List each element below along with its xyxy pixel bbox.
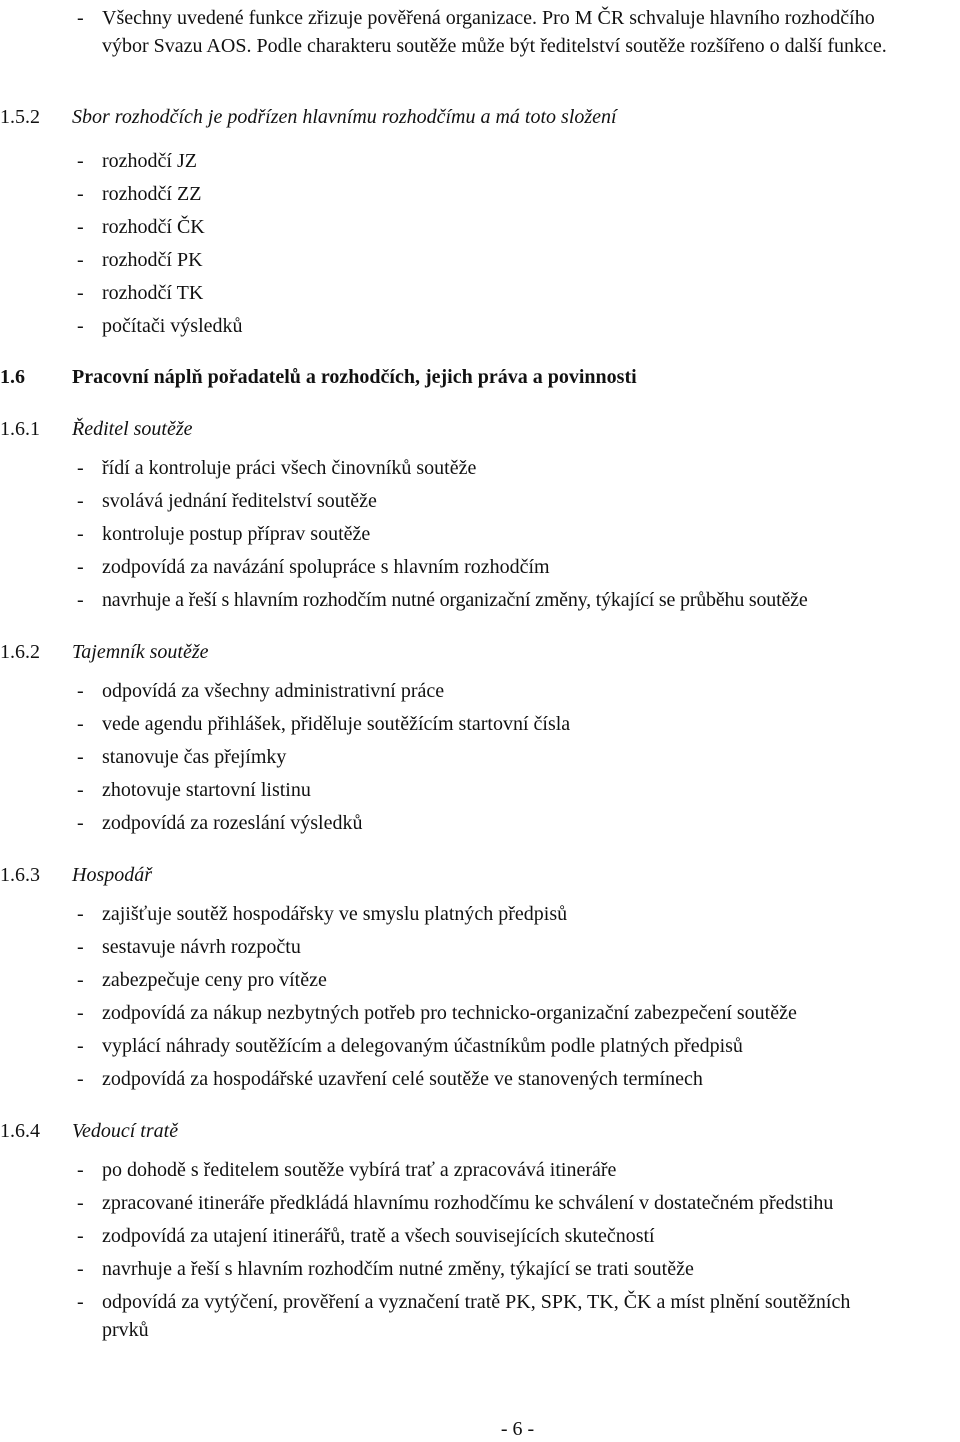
list-item: - zajišťuje soutěž hospodářsky ve smyslu platných předpisů [0, 898, 960, 931]
list-item: - odpovídá za vytýčení, prověření a vyznačení tratě PK, SPK, TK, ČK a míst plnění soutěžních prvků [0, 1286, 960, 1344]
section-number: 1.6.3 [0, 864, 40, 886]
bullet-dash: - [77, 713, 84, 735]
bullet-dash: - [77, 1225, 84, 1247]
bullet-dash: - [77, 315, 84, 337]
list-item: - zabezpečuje ceny pro vítěze [0, 964, 960, 997]
bullet-dash: - [77, 746, 84, 768]
bullet-dash: - [77, 490, 84, 512]
list-item: - rozhodčí TK [0, 277, 960, 310]
list-item: - rozhodčí PK [0, 244, 960, 277]
page-number: - 6 - [500, 1418, 535, 1440]
list-item: - navrhuje a řeší s hlavním rozhodčím nutné změny, týkající se trati soutěže [0, 1253, 960, 1286]
section-1-5-2-list [0, 145, 960, 343]
bullet-dash: - [77, 216, 84, 238]
section-number: 1.6.2 [0, 641, 40, 663]
list-item: - počítači výsledků [0, 310, 960, 343]
intro-text: Všechny uvedené funkce zřizuje pověřená organizace. Pro M ČR schvaluje hlavního rozhodčího výbor Svazu AOS. Podle charakteru soutěže může být ředitelství soutěže rozšířeno o další funkce. [102, 7, 887, 57]
bullet-dash: - [77, 812, 84, 834]
bullet-dash: - [77, 589, 84, 611]
bullet-dash: - [77, 1192, 84, 1214]
list-item: - rozhodčí ZZ [0, 178, 960, 211]
bullet-dash: - [77, 1159, 84, 1181]
section-title: Tajemník soutěže [72, 641, 209, 663]
list-item: - zodpovídá za hospodářské uzavření celé soutěže ve stanovených termínech [0, 1063, 960, 1096]
section-title: Pracovní náplň pořadatelů a rozhodčích, jejich práva a povinnosti [72, 366, 637, 388]
section-1-6-4-list [0, 1154, 960, 1344]
bullet-dash: - [77, 779, 84, 801]
list-item: - rozhodčí JZ [0, 145, 960, 178]
bullet-dash: - [77, 1291, 84, 1313]
bullet-dash: - [77, 1002, 84, 1024]
section-title: Sbor rozhodčích je podřízen hlavnímu rozhodčímu a má toto složení [72, 106, 617, 128]
bullet-dash: - [77, 903, 84, 925]
bullet-dash: - [77, 150, 84, 172]
bullet-dash: - [77, 7, 84, 29]
list-item: - navrhuje a řeší s hlavním rozhodčím nutné organizační změny, týkající se průběhu soutěže [0, 584, 960, 617]
bullet-dash: - [77, 556, 84, 578]
section-1-6-3-list [0, 898, 960, 1096]
bullet-dash: - [77, 680, 84, 702]
intro-bullet [0, 4, 960, 60]
section-number: 1.5.2 [0, 106, 40, 128]
list-item: - svolává jednání ředitelství soutěže [0, 485, 960, 518]
section-1-6-1-list [0, 452, 960, 617]
list-item: - sestavuje návrh rozpočtu [0, 931, 960, 964]
bullet-dash: - [77, 1258, 84, 1280]
bullet-dash: - [77, 183, 84, 205]
list-item: - zodpovídá za utajení itinerářů, tratě a všech souvisejících skutečností [0, 1220, 960, 1253]
list-item: - řídí a kontroluje práci všech činovníků soutěže [0, 452, 960, 485]
bullet-dash: - [77, 969, 84, 991]
list-item: - rozhodčí ČK [0, 211, 960, 244]
bullet-dash: - [77, 282, 84, 304]
bullet-dash: - [77, 1068, 84, 1090]
section-number: 1.6 [0, 366, 25, 388]
list-item: - zpracované itineráře předkládá hlavnímu rozhodčímu ke schválení v dostatečném předstihu [0, 1187, 960, 1220]
list-item: - po dohodě s ředitelem soutěže vybírá trať a zpracovává itineráře [0, 1154, 960, 1187]
list-item: - odpovídá za všechny administrativní práce [0, 675, 960, 708]
section-number: 1.6.4 [0, 1120, 40, 1142]
section-1-6-2-list [0, 675, 960, 840]
bullet-dash: - [77, 936, 84, 958]
section-title: Hospodář [72, 864, 153, 886]
bullet-dash: - [77, 1035, 84, 1057]
bullet-dash: - [77, 457, 84, 479]
list-item: - vede agendu přihlášek, přiděluje soutěžícím startovní čísla [0, 708, 960, 741]
section-title: Ředitel soutěže [72, 418, 193, 440]
section-number: 1.6.1 [0, 418, 40, 440]
list-item: - zodpovídá za navázání spolupráce s hlavním rozhodčím [0, 551, 960, 584]
list-item: - zodpovídá za nákup nezbytných potřeb pro technicko-organizační zabezpečení soutěže [0, 997, 960, 1030]
list-item: - kontroluje postup příprav soutěže [0, 518, 960, 551]
list-item: - zhotovuje startovní listinu [0, 774, 960, 807]
list-item: - zodpovídá za rozeslání výsledků [0, 807, 960, 840]
list-item: - vyplácí náhrady soutěžícím a delegovaným účastníkům podle platných předpisů [0, 1030, 960, 1063]
section-title: Vedoucí tratě [72, 1120, 179, 1142]
bullet-dash: - [77, 249, 84, 271]
bullet-dash: - [77, 523, 84, 545]
list-item: - stanovuje čas přejímky [0, 741, 960, 774]
